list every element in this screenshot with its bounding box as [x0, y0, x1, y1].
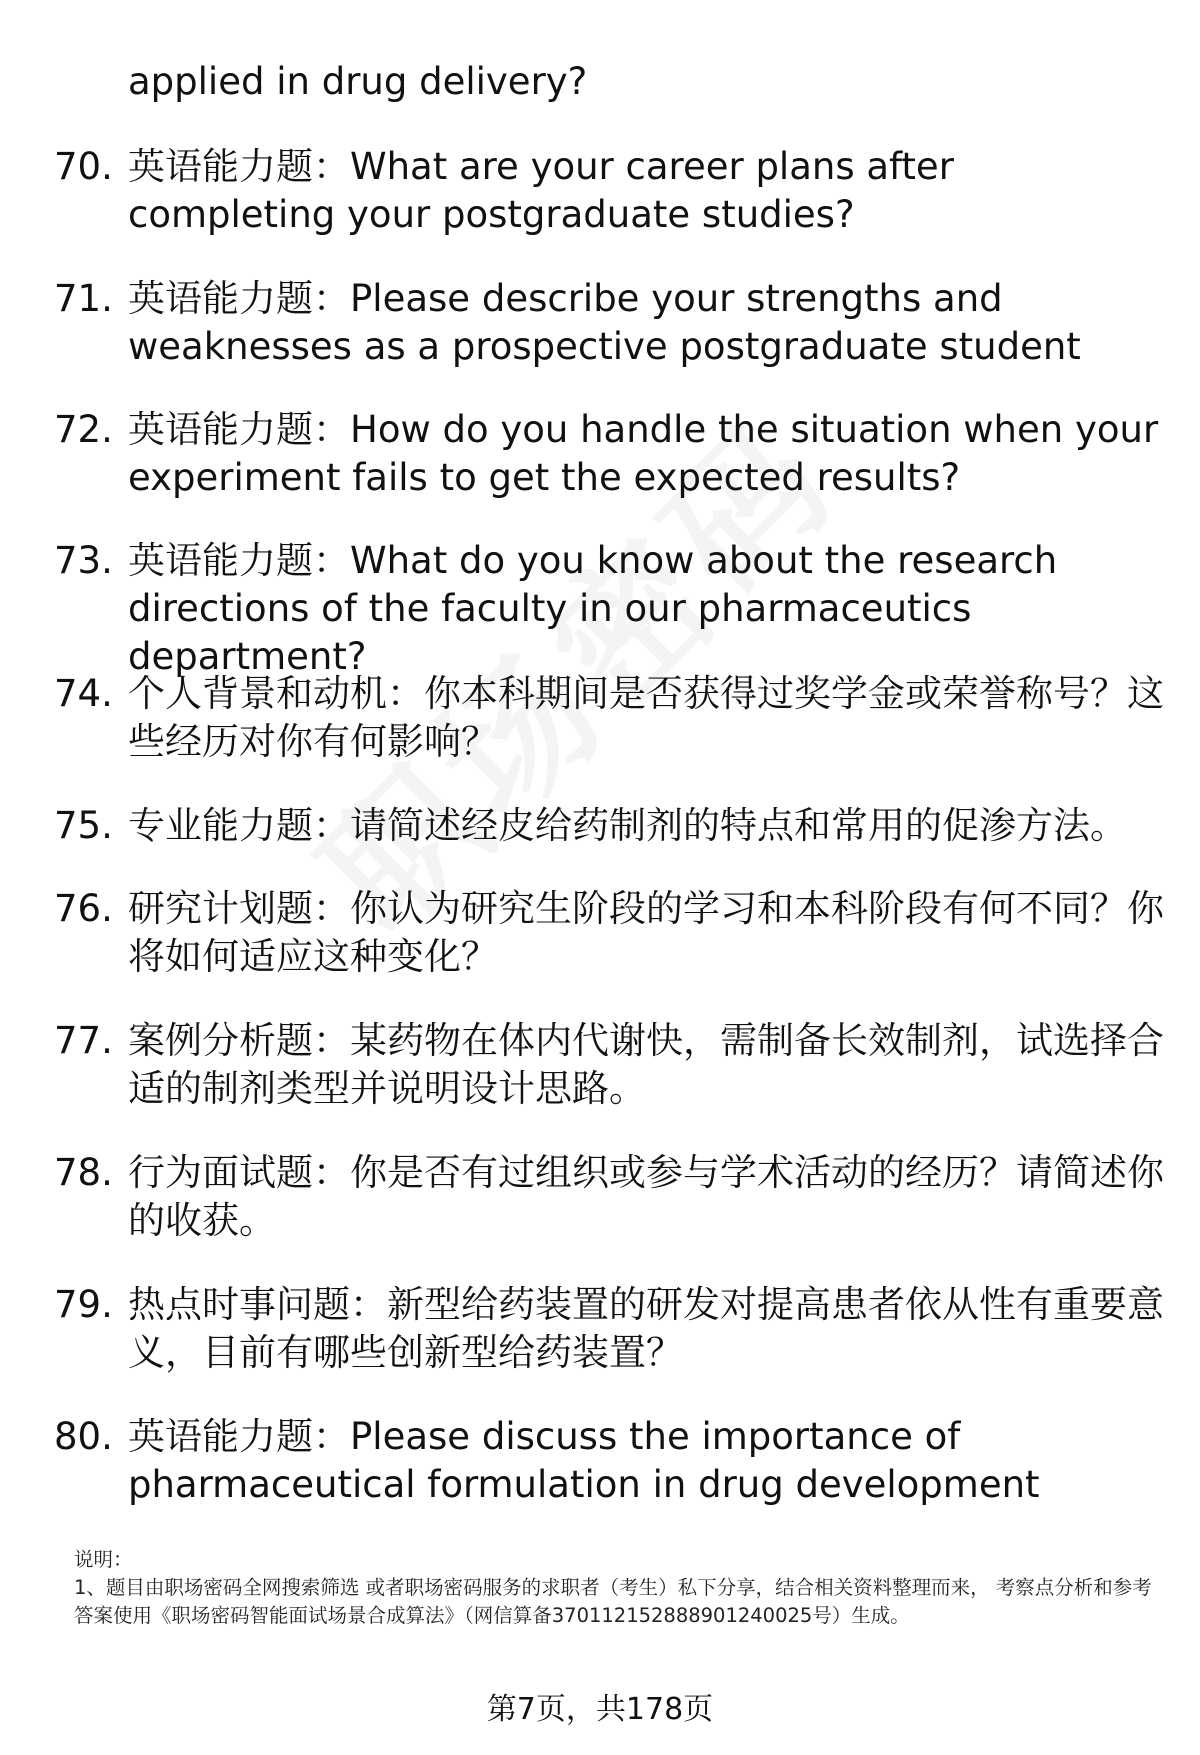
- question-item-77: [54, 1017, 1169, 1113]
- question-number: 80.: [54, 1415, 113, 1458]
- question-text: 英语能力题：Please discuss the importance of pharmaceutical formulation in drug development: [128, 1415, 1040, 1506]
- question-number: 77.: [54, 1019, 113, 1062]
- question-number: 79.: [54, 1283, 113, 1326]
- question-number: 73.: [54, 539, 113, 582]
- question-item-72: [54, 406, 1169, 502]
- question-number: 75.: [54, 804, 113, 847]
- question-item-78: [54, 1149, 1169, 1245]
- page-footer: 第7页，共178页: [486, 1692, 714, 1727]
- question-text: 英语能力题：How do you handle the situation when your experiment fails to get the expected results?: [128, 408, 1159, 499]
- question-item-70: [54, 143, 1169, 239]
- question-number: 74.: [54, 672, 113, 715]
- question-text: 英语能力题：What are your career plans after completing your postgraduate studies?: [128, 145, 954, 236]
- notes-section: [74, 1546, 1154, 1630]
- question-text: 研究计划题：你认为研究生阶段的学习和本科阶段有何不同？你将如何适应这种变化？: [128, 887, 1164, 978]
- question-item-79: [54, 1281, 1169, 1377]
- question-number: 71.: [54, 277, 113, 320]
- question-text: 案例分析题：某药物在体内代谢快，需制备长效制剂，试选择合适的制剂类型并说明设计思路。: [128, 1019, 1164, 1110]
- question-number: 76.: [54, 887, 113, 930]
- notes-heading: 说明：: [74, 1548, 133, 1571]
- question-text: 英语能力题：What do you know about the research directions of the faculty in our pharmaceutics department?: [128, 539, 1058, 678]
- question-number: 72.: [54, 408, 113, 451]
- question-text: 专业能力题：请简述经皮给药制剂的特点和常用的促渗方法。: [128, 804, 1127, 847]
- question-item-76: [54, 885, 1169, 981]
- question-text: 英语能力题：Please describe your strengths and weaknesses as a prospective postgraduate student: [128, 277, 1081, 368]
- question-text: 行为面试题：你是否有过组织或参与学术活动的经历？请简述你的收获。: [128, 1151, 1164, 1242]
- notes-body: 1、题目由职场密码全网搜索筛选 或者职场密码服务的求职者（考生）私下分享，结合相关资料整理而来， 考察点分析和参考答案使用《职场密码智能面试场景合成算法》（网信算备370112152888901240025号）生成。: [74, 1576, 1152, 1627]
- question-text: 热点时事问题：新型给药装置的研发对提高患者依从性有重要意义，目前有哪些创新型给药装置？: [128, 1283, 1164, 1374]
- question-item-73: [54, 537, 1169, 681]
- question-number: 70.: [54, 145, 113, 188]
- question-text: 个人背景和动机：你本科期间是否获得过奖学金或荣誉称号？这些经历对你有何影响？: [128, 672, 1164, 763]
- question-item-75: [54, 802, 1169, 850]
- question-continuation: applied in drug delivery?: [128, 60, 588, 103]
- question-item-74: [54, 670, 1169, 766]
- question-item-80: [54, 1413, 1169, 1509]
- question-item-71: [54, 275, 1169, 371]
- question-number: 78.: [54, 1151, 113, 1194]
